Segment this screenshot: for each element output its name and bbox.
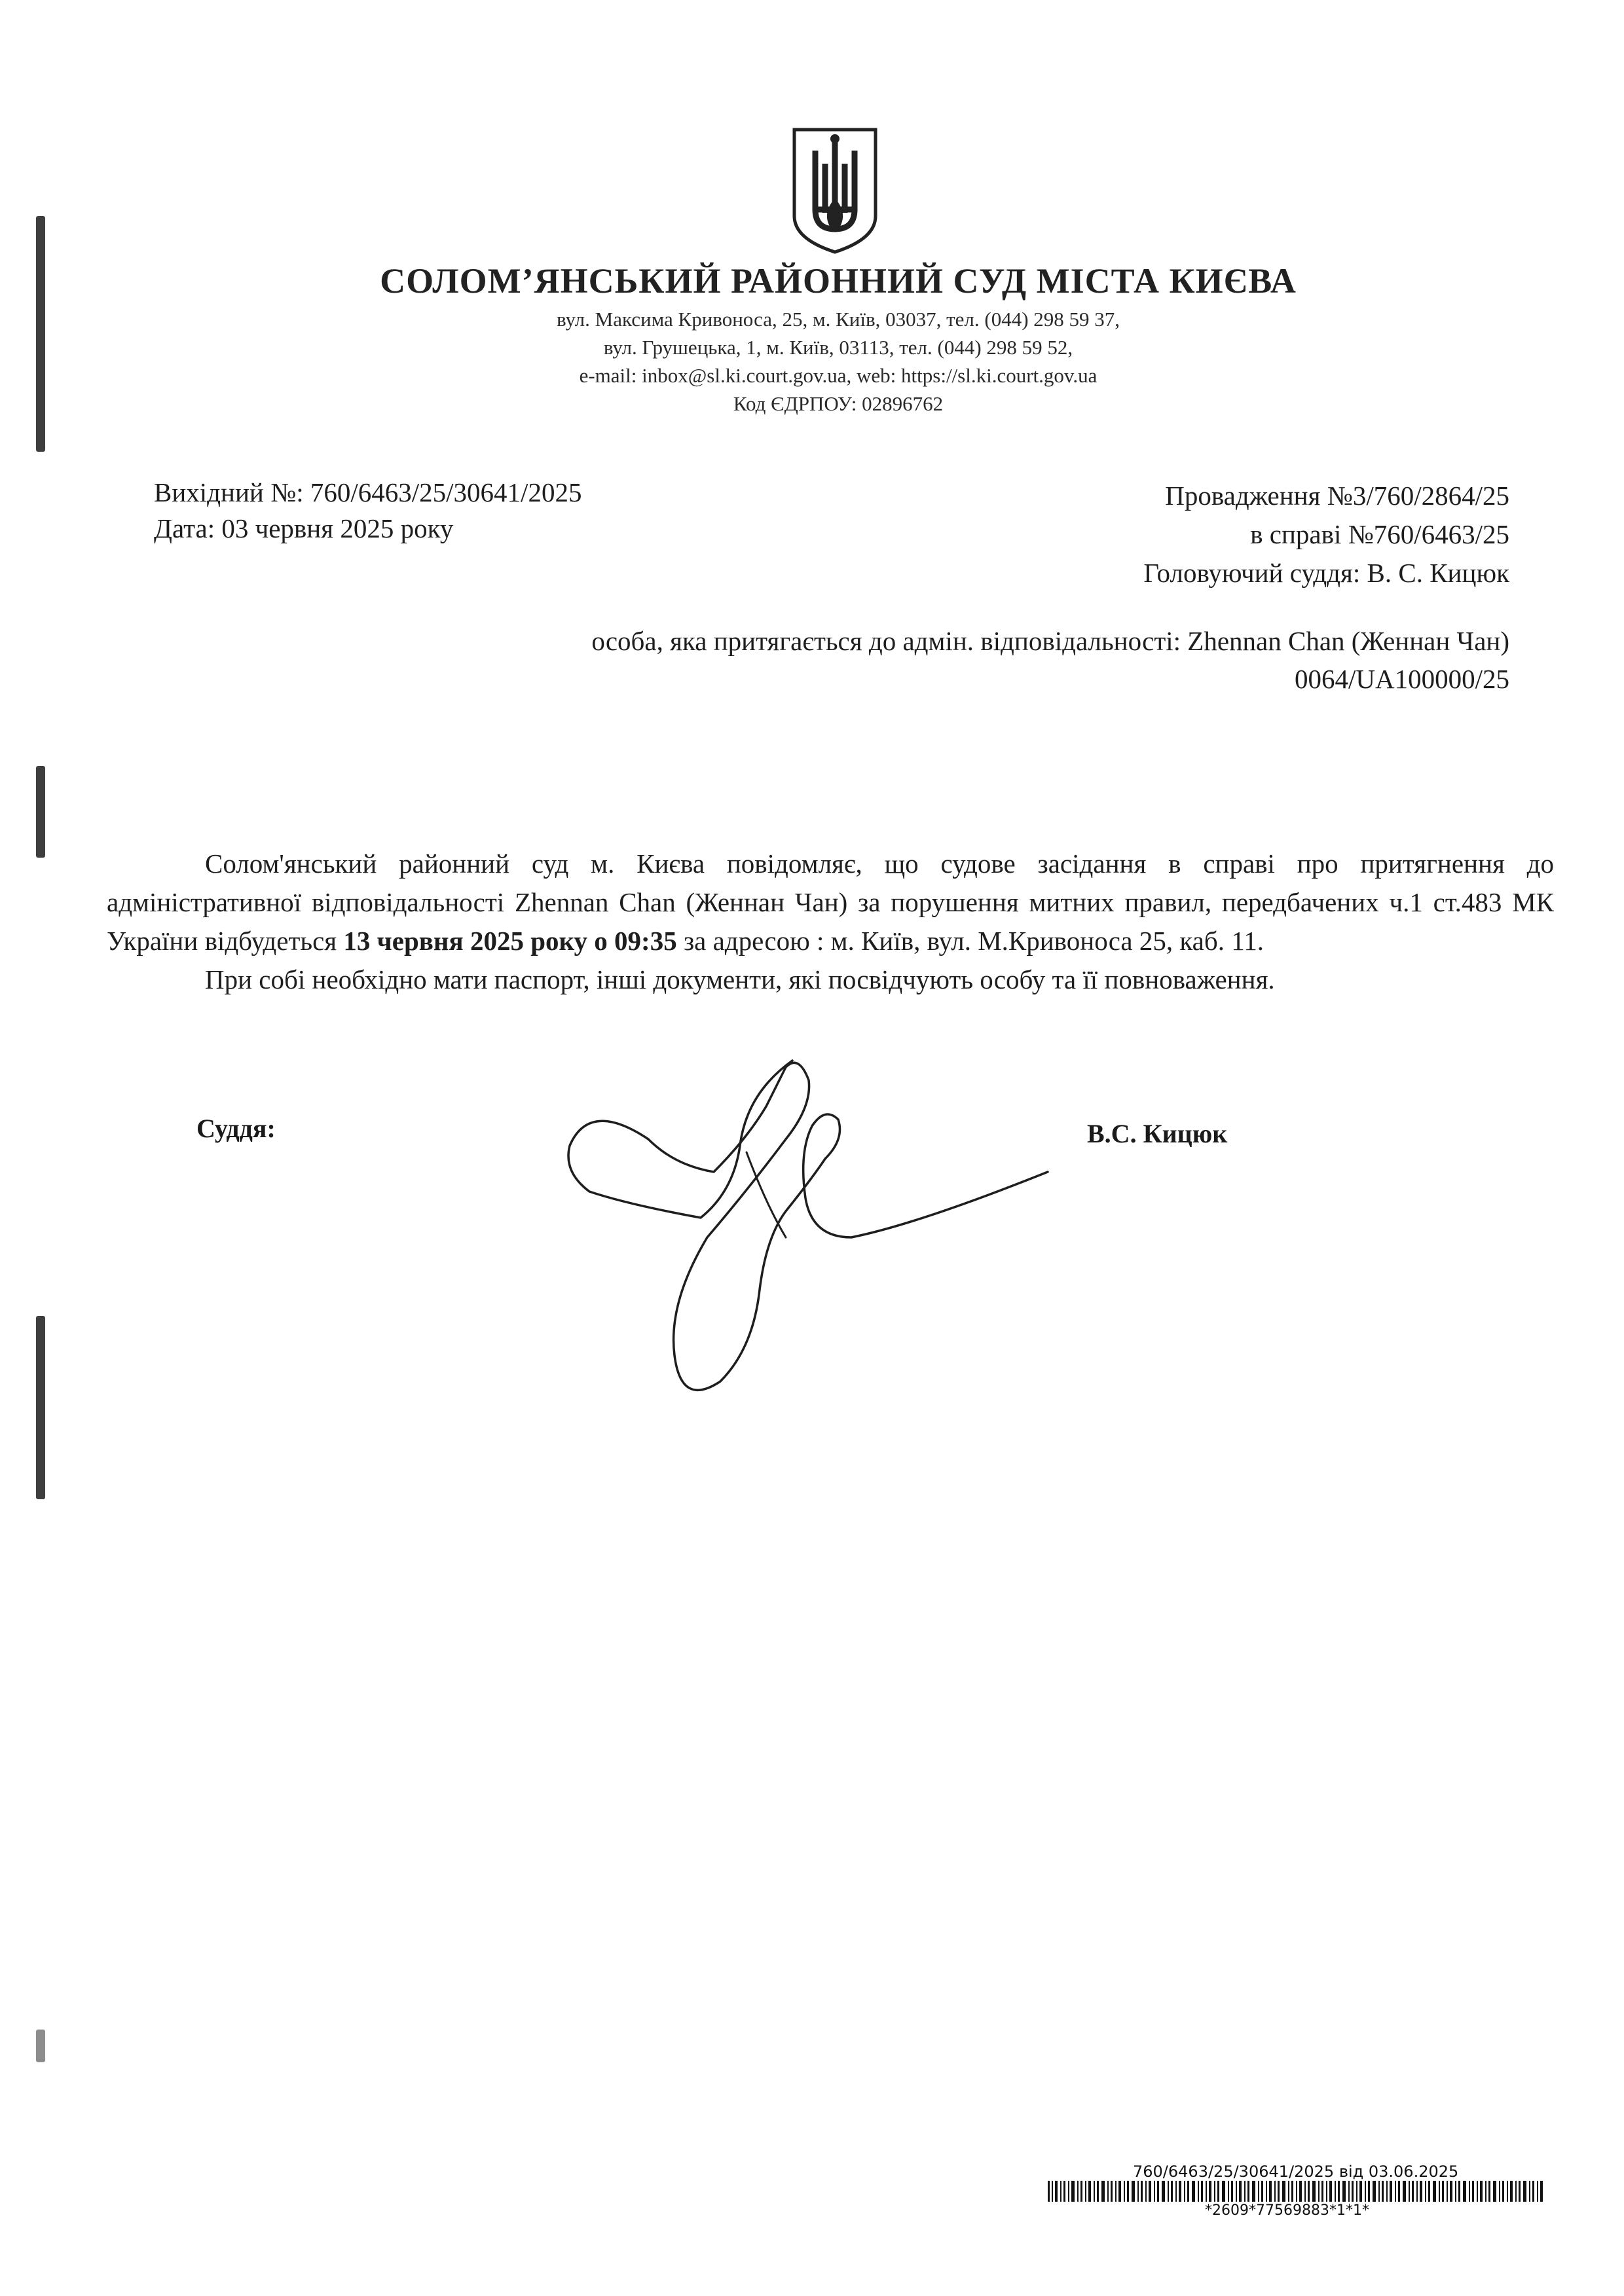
signature-label: Суддя:: [196, 1114, 276, 1143]
scan-artifact: [36, 216, 45, 452]
judge-name: В.С. Кицюк: [1087, 1119, 1228, 1148]
notice-body: [107, 845, 1554, 999]
person-code: 0064/UA100000/25: [1295, 664, 1509, 694]
notice-text: за адресою : м. Київ, вул. М.Кривоноса 25, каб. 11.: [676, 926, 1264, 956]
edrpou-code: Код ЄДРПОУ: 02896762: [733, 392, 944, 415]
case-number: в справі №760/6463/25: [1250, 519, 1509, 549]
outgoing-number: Вихідний №: 760/6463/25/30641/2025: [154, 477, 582, 507]
contact-line: e-mail: inbox@sl.ki.court.gov.ua, web: https://sl.ki.court.gov.ua: [579, 364, 1098, 387]
court-name: СОЛОМ’ЯНСЬКИЙ РАЙОННИЙ СУД МІСТА КИЄВА: [380, 261, 1297, 301]
person-line: особа, яка притягається до адмін. відповідальності: Zhennan Chan (Женнан Чан): [591, 626, 1509, 656]
scan-artifact: [36, 766, 45, 858]
scan-artifact: [36, 2030, 45, 2062]
notice-paragraph: При собі необхідно мати паспорт, інші документи, які посвідчують особу та її повноваження.: [205, 964, 1275, 994]
document-date: Дата: 03 червня 2025 року: [154, 513, 454, 543]
barcode-code: *2609*77569883*1*1*: [1205, 2202, 1369, 2219]
hearing-datetime: 13 червня 2025 року о 09:35: [343, 926, 677, 956]
address-line: вул. Максима Кривоноса, 25, м. Київ, 03037, тел. (044) 298 59 37,: [556, 308, 1120, 331]
coat-of-arms-icon: [789, 124, 881, 255]
handwritten-signature: [550, 1041, 1061, 1440]
presiding-judge: Головуючий суддя: В. С. Кицюк: [1143, 558, 1509, 588]
barcode-reference: 760/6463/25/30641/2025 від 03.06.2025: [1133, 2162, 1459, 2181]
notice-paragraph: [107, 845, 1554, 960]
proceeding-number: Провадження №3/760/2864/25: [1165, 481, 1509, 511]
barcode-icon: [1048, 2181, 1545, 2202]
address-line: вул. Грушецька, 1, м. Київ, 03113, тел. (044) 298 59 52,: [603, 336, 1073, 359]
notice-text: Солом'янський районний суд м. Києва повідомляє, що судове засідання в справі про притягнення до адміністративної відповідальності Zhennan Chan (Женнан Чан) за порушення митних правил, передбачених ч.1 ст.483 МК України відбудеться: [107, 848, 1554, 956]
scan-artifact: [36, 1316, 45, 1499]
